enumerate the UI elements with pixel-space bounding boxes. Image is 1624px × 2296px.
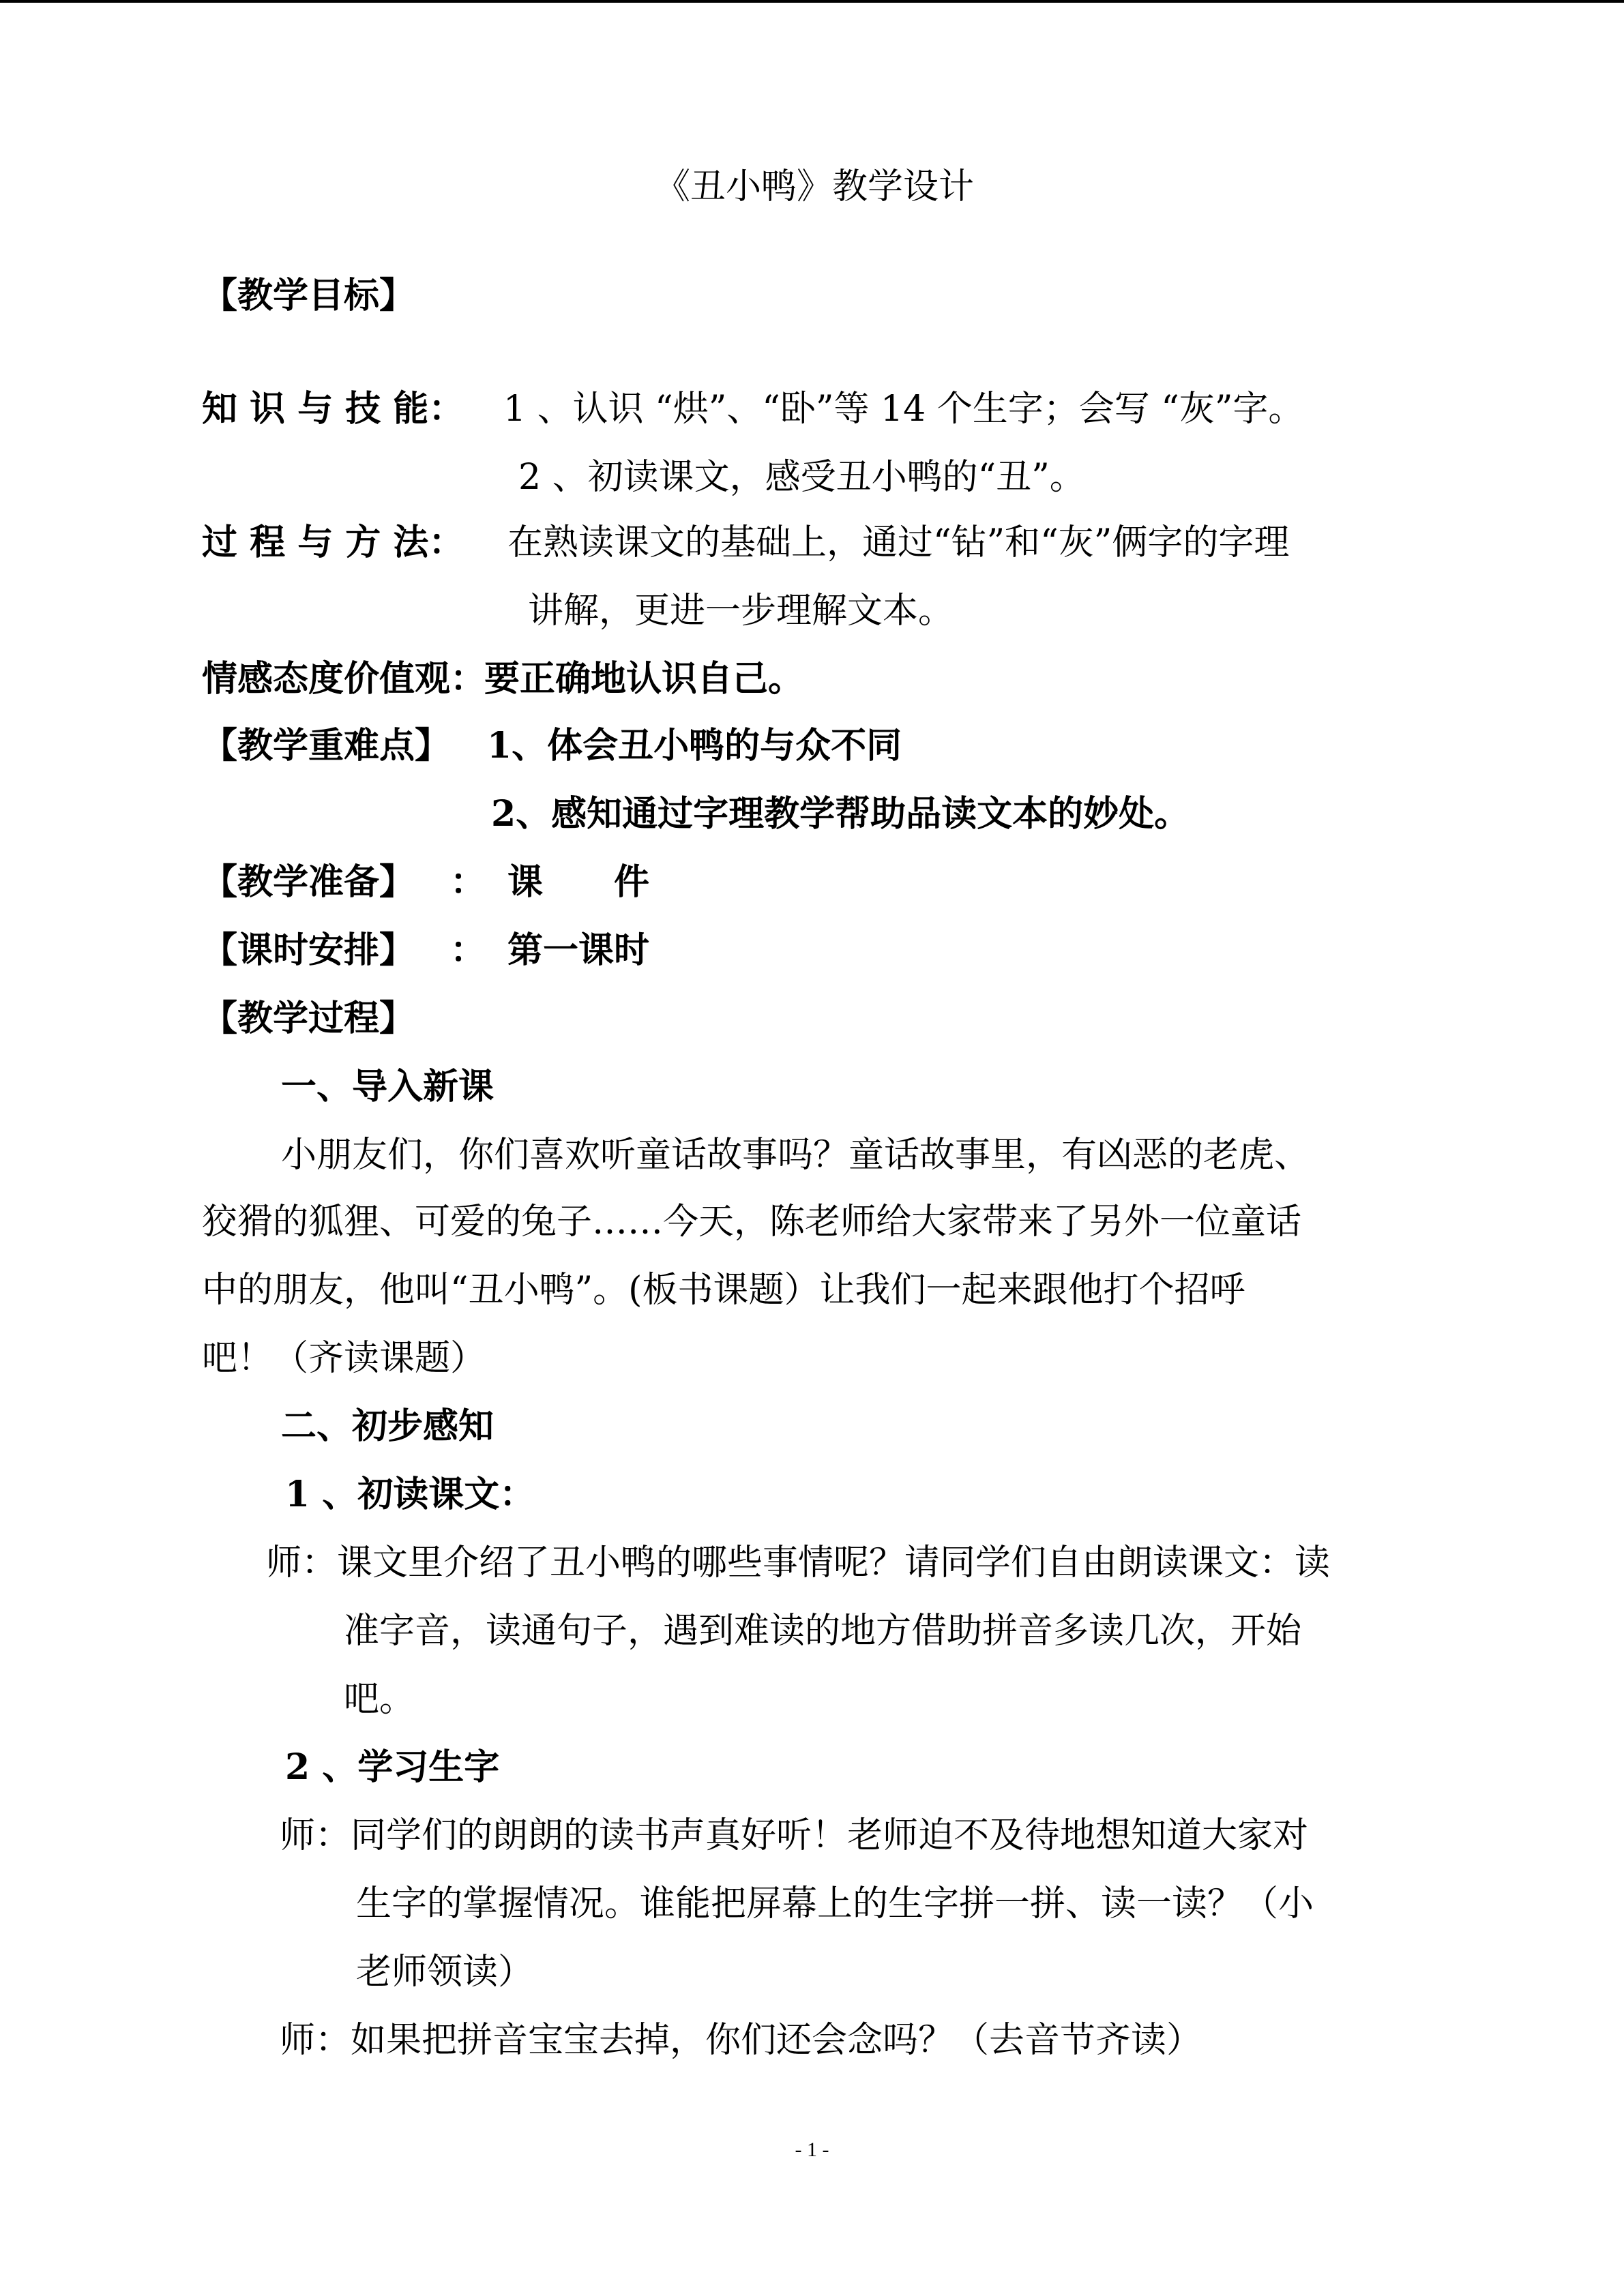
section-2-heading: 二、初步感知 xyxy=(281,1405,494,1447)
process-item-2: 讲解，更进一步理解文本。 xyxy=(528,591,954,631)
knowledge-label: 知 识 与 技 能： xyxy=(202,388,464,430)
preparation-colon: ： xyxy=(450,861,486,903)
preparation-heading: 【教学准备】 xyxy=(202,861,415,903)
document-title: 《丑小鸭》教学设计 xyxy=(655,166,975,207)
schedule-colon: ： xyxy=(450,929,486,971)
paragraph-line: 小朋友们，你们喜欢听童话故事吗？童话故事里，有凶恶的老虎、 xyxy=(281,1135,1310,1176)
teacher-line: 师：课文里介绍了丑小鸭的哪些事情呢？请同学们自由朗读课文：读 xyxy=(266,1542,1331,1583)
knowledge-item-1: 1 、认识 “烘”、“卧”等 14 个生字；会写 “灰”字。 xyxy=(503,389,1304,430)
teacher-line: 生字的掌握情况。谁能把屏幕上的生字拼一拼、读一读？（小 xyxy=(356,1883,1314,1924)
process-item-1: 在熟读课文的基础上，通过“钻”和“灰”俩字的字理 xyxy=(507,522,1290,563)
preparation-text: 课 件 xyxy=(507,861,650,903)
emotion-label: 情感态度价值观： xyxy=(202,658,486,700)
key-points-heading: 【教学重难点】 xyxy=(202,725,451,766)
process-label: 过 程 与 方 法： xyxy=(202,522,464,563)
key-point-1: 1、体会丑小鸭的与众不同 xyxy=(487,725,902,766)
paragraph-line: 中的朋友，他叫“丑小鸭”。(板书课题）让我们一起来跟他打个招呼 xyxy=(202,1270,1245,1311)
knowledge-item-2: 2 、初读课文，感受丑小鸭的“丑”。 xyxy=(518,457,1085,498)
schedule-text: 第一课时 xyxy=(507,929,650,971)
teacher-line: 准字音，读通句子，遇到难读的地方借助拼音多读几次，开始 xyxy=(344,1611,1302,1652)
teacher-line: 老师领读） xyxy=(356,1952,534,1993)
teacher-line: 师：如果把拼音宝宝去掉，你们还会念吗？（去音节齐读） xyxy=(280,2020,1202,2061)
paragraph-line: 吧！（齐读课题） xyxy=(202,1338,486,1379)
top-border-line xyxy=(0,0,1624,3)
teacher-line: 吧。 xyxy=(344,1679,415,1720)
process-heading: 【教学过程】 xyxy=(202,998,415,1039)
page-number: - 1 - xyxy=(795,2138,829,2161)
subsection-1-heading: 1 、初读课文： xyxy=(285,1474,535,1515)
paragraph-line: 狡猾的狐狸、可爱的兔子……今天，陈老师给大家带来了另外一位童话 xyxy=(202,1202,1302,1242)
emotion-text: 要正确地认识自己。 xyxy=(484,658,804,700)
key-point-2: 2、感知通过字理教学帮助品读文本的妙处。 xyxy=(491,793,1190,835)
schedule-heading: 【课时安排】 xyxy=(202,929,415,971)
objectives-heading: 【教学目标】 xyxy=(202,275,415,316)
teacher-line: 师：同学们的朗朗的读书声真好听！老师迫不及待地想知道大家对 xyxy=(280,1815,1309,1856)
section-1-heading: 一、导入新课 xyxy=(281,1066,494,1107)
subsection-2-heading: 2 、学习生字 xyxy=(285,1746,500,1788)
